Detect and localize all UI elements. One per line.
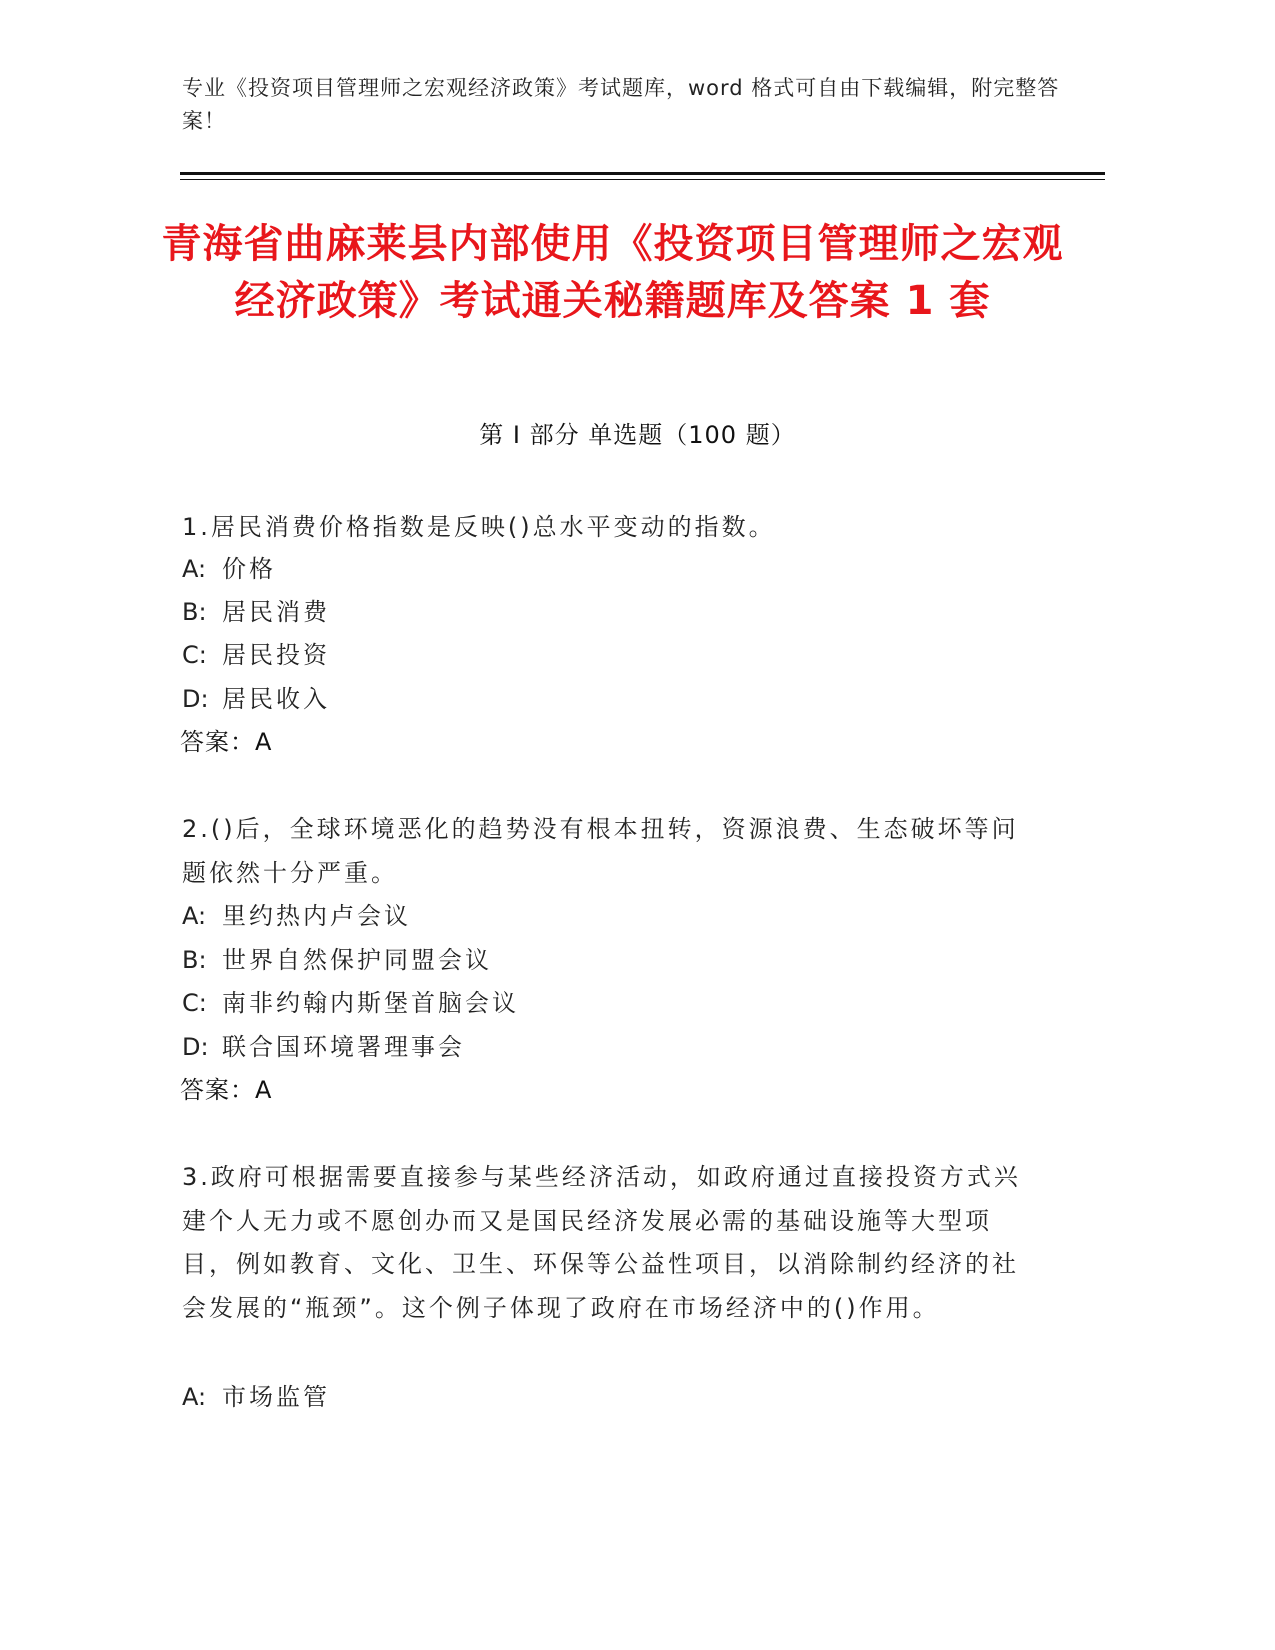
option-letter: C:: [182, 641, 207, 669]
question-2-answer: 答案：A: [180, 1076, 273, 1104]
header-divider-thin: [180, 179, 1105, 180]
option-text: 居民消费: [222, 598, 330, 626]
question-2-option-b: [182, 943, 1022, 977]
question-2-option-a: [182, 899, 1022, 933]
header-divider-thick: [180, 172, 1105, 175]
question-3-text: 3.政府可根据需要直接参与某些经济活动，如政府通过直接投资方式兴建个人无力或不愿创办而又是国民经济发展必需的基础设施等大型项目，例如教育、文化、卫生、环保等公益性项目，以消除制约经济的社会发展的“瓶颈”。这个例子体现了政府在市场经济中的()作用。: [182, 1163, 1021, 1322]
question-3-option-a: [182, 1380, 1022, 1414]
header-note: 专业《投资项目管理师之宏观经济政策》考试题库，word 格式可自由下载编辑，附完整答案！: [182, 76, 1060, 133]
document-title: 青海省曲麻莱县内部使用《投资项目管理师之宏观经济政策》考试通关秘籍题库及答案 1 套: [161, 221, 1064, 324]
question-1-answer: 答案：A: [180, 728, 273, 756]
question-2-option-c: [182, 986, 1022, 1020]
option-text: 里约热内卢会议: [222, 902, 411, 930]
question-1-option-c: [182, 638, 1022, 672]
section-heading: 第 I 部分 单选题（100 题）: [479, 421, 796, 449]
option-letter: A:: [182, 555, 207, 583]
option-letter: B:: [182, 598, 207, 626]
option-letter: A:: [182, 902, 207, 930]
question-2-text: 2.()后，全球环境恶化的趋势没有根本扭转，资源浪费、生态破坏等问题依然十分严重。: [182, 815, 1019, 887]
option-text: 居民收入: [222, 685, 330, 713]
option-letter: A:: [182, 1383, 207, 1411]
option-text: 价格: [222, 555, 276, 583]
option-text: 居民投资: [222, 641, 330, 669]
option-text: 南非约翰内斯堡首脑会议: [222, 989, 519, 1017]
option-text: 世界自然保护同盟会议: [222, 946, 492, 974]
question-1-text: 1.居民消费价格指数是反映()总水平变动的指数。: [182, 513, 776, 541]
option-letter: B:: [182, 946, 207, 974]
question-1-option-a: [182, 552, 1022, 586]
question-2-option-d: [182, 1030, 1022, 1064]
option-text: 市场监管: [222, 1383, 330, 1411]
question-1-option-d: [182, 682, 1022, 716]
option-letter: C:: [182, 989, 207, 1017]
option-letter: D:: [182, 1033, 209, 1061]
question-1-option-b: [182, 595, 1022, 629]
option-text: 联合国环境署理事会: [222, 1033, 465, 1061]
option-letter: D:: [182, 685, 209, 713]
